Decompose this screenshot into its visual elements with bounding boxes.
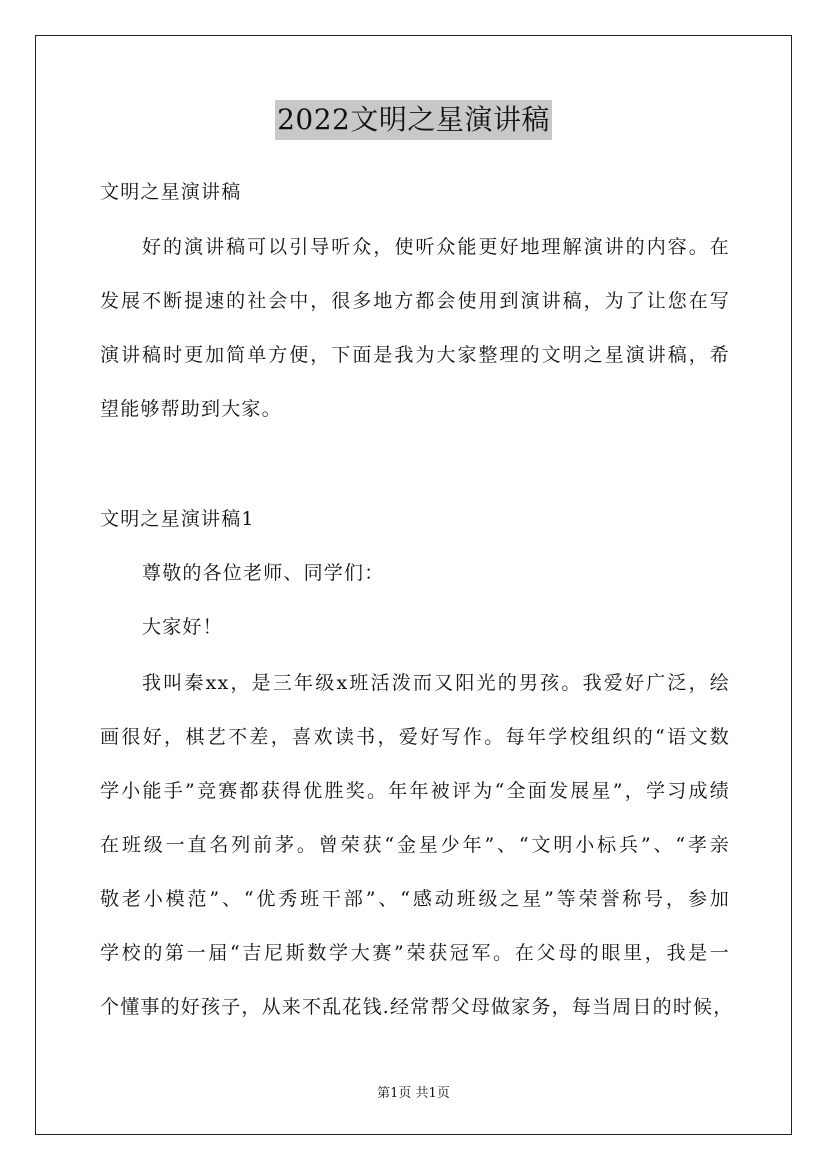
body-line: 画很好，棋艺不差，喜欢读书，爱好写作。每年学校组织的“语文数	[100, 726, 730, 748]
page-footer	[0, 1082, 827, 1101]
body-line: 学校的第一届“吉尼斯数学大赛”荣获冠军。在父母的眼里，我是一	[100, 942, 730, 964]
body-paragraph	[100, 656, 734, 1034]
intro-line: 演讲稿时更加简单方便，下面是我为大家整理的文明之星演讲稿，希	[100, 344, 730, 366]
body-line: 在班级一直名列前茅。曾荣获“金星少年”、“文明小标兵”、“孝亲	[100, 834, 730, 856]
section-heading: 文明之星演讲稿1	[100, 508, 255, 530]
body-line: 敬老小模范”、“优秀班干部”、“感动班级之星”等荣誉称号，参加	[100, 888, 730, 910]
salutation-block	[100, 546, 730, 654]
intro-line: 发展不断提速的社会中，很多地方都会使用到演讲稿，为了让您在写	[100, 290, 730, 312]
document-subtitle: 文明之星演讲稿	[100, 181, 242, 203]
salutation: 尊敬的各位老师、同学们：	[142, 562, 385, 584]
body-line: 我叫秦xx，是三年级x班活泼而又阳光的男孩。我爱好广泛，绘	[142, 672, 730, 694]
document-title: 2022文明之星演讲稿	[275, 100, 552, 140]
intro-line: 好的演讲稿可以引导听众，使听众能更好地理解演讲的内容。在	[142, 236, 730, 258]
subtitle-block	[100, 165, 730, 219]
greeting: 大家好！	[142, 616, 223, 638]
body-line: 个懂事的好孩子，从来不乱花钱.经常帮父母做家务，每当周日的时候，	[100, 996, 734, 1018]
body-line: 学小能手”竞赛都获得优胜奖。年年被评为“全面发展星”，学习成绩	[100, 780, 730, 802]
title-container	[0, 100, 827, 140]
intro-line: 望能够帮助到大家。	[100, 398, 282, 420]
section-heading-block	[100, 492, 730, 546]
intro-paragraph	[100, 220, 730, 436]
page-number: 第1页 共1页	[377, 1086, 450, 1101]
